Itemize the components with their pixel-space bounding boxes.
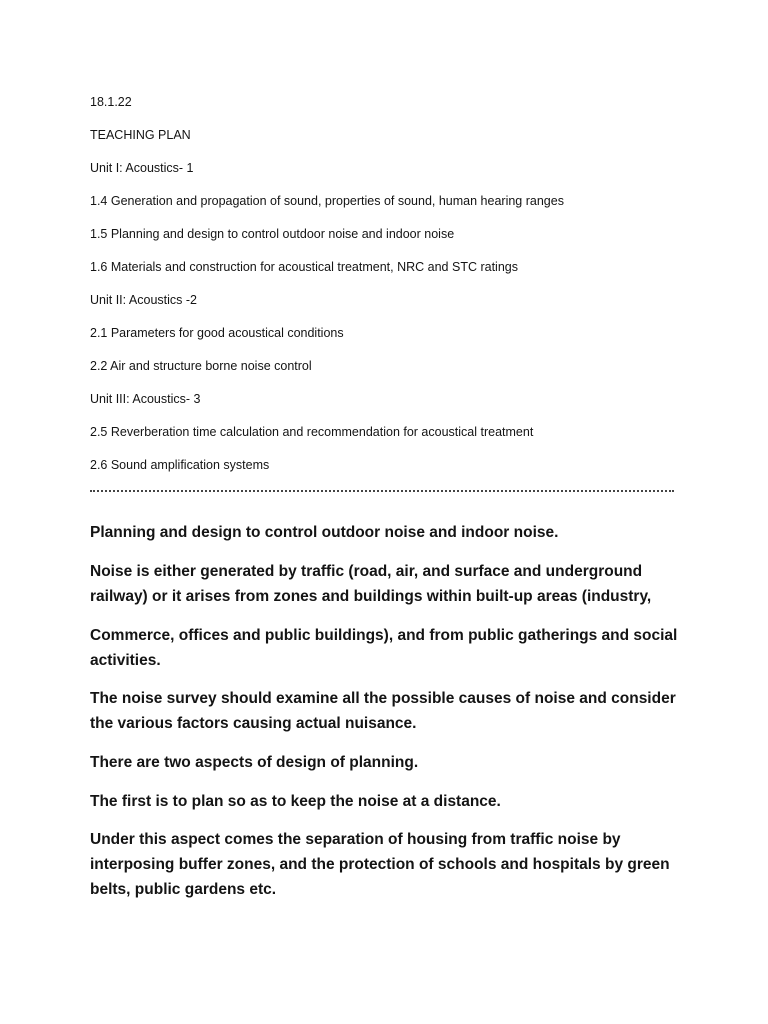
plan-item-2-1: 2.1 Parameters for good acoustical conditions (90, 326, 344, 340)
plan-item-1-4: 1.4 Generation and propagation of sound, properties of sound, human hearing ranges (90, 194, 564, 208)
body-paragraph: Under this aspect comes the separation of housing from traffic noise by interposing buffer zones, and the protection of schools and hospitals by green belts, public gardens etc. (90, 831, 670, 898)
plan-item-1-5: 1.5 Planning and design to control outdoor noise and indoor noise (90, 227, 455, 241)
date-line: 18.1.22 (90, 95, 132, 109)
plan-item-2-5: 2.5 Reverberation time calculation and recommendation for acoustical treatment (90, 425, 534, 439)
body-paragraph: There are two aspects of design of planning. (90, 754, 419, 771)
body-paragraph: The first is to plan so as to keep the noise at a distance. (90, 793, 501, 810)
body-paragraph: Commerce, offices and public buildings), and from public gatherings and social activities. (90, 627, 678, 669)
plan-item-2-2: 2.2 Air and structure borne noise control (90, 359, 312, 373)
teaching-plan-title: TEACHING PLAN (90, 128, 191, 142)
plan-item-2-6: 2.6 Sound amplification systems (90, 458, 270, 472)
body-paragraph: The noise survey should examine all the possible causes of noise and consider the various factors causing actual nuisance. (90, 690, 676, 732)
unit-2-heading: Unit II: Acoustics -2 (90, 293, 197, 307)
dotted-divider (90, 490, 674, 492)
unit-1-heading: Unit I: Acoustics- 1 (90, 161, 194, 175)
plan-item-1-6: 1.6 Materials and construction for acoustical treatment, NRC and STC ratings (90, 260, 518, 274)
section-heading: Planning and design to control outdoor noise and indoor noise. (90, 524, 559, 541)
body-paragraph: Noise is either generated by traffic (road, air, and surface and underground railway) or it arises from zones and buildings within built-up areas (industry, (90, 563, 652, 605)
unit-3-heading: Unit III: Acoustics- 3 (90, 392, 201, 406)
